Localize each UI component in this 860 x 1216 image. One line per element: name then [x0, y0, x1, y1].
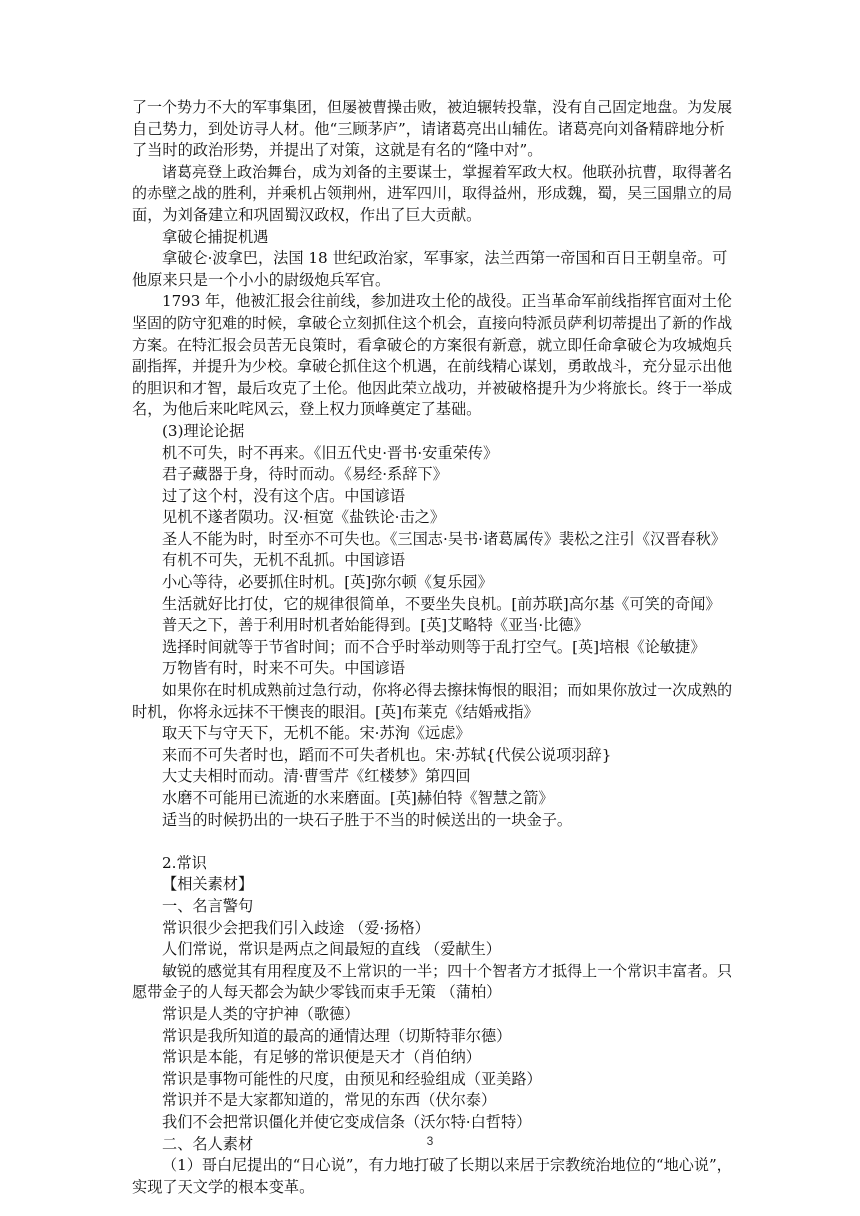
page-number: 3	[426, 1134, 434, 1148]
text-line: 他原来只是一个小小的尉级炮兵军官。	[132, 270, 391, 289]
text-line: 君子藏器于身，待时而动。《易经·系辞下》	[162, 465, 448, 484]
blank-line	[132, 831, 732, 853]
text-line: 圣人不能为时，时至亦不可失也。《三国志·吴书·诸葛属传》裴松之注引《汉晋春秋》	[162, 529, 726, 548]
text-line: (3)理论论据	[162, 421, 245, 440]
text-line: 方案。在特汇报会员苦无良策时，看拿破仑的方案很有新意，就立即任命拿破仑为攻城炮兵	[132, 335, 733, 354]
text-line: 1793 年，他被汇报会往前线，参加进攻土伦的战役。正当革命军前线指挥官面对土伦	[162, 292, 732, 311]
text-line: 普天之下，善于利用时机者始能得到。[英]艾略特《亚当·比德》	[162, 616, 589, 635]
text-line: 适当的时候扔出的一块石子胜于不当的时候送出的一块金子。	[162, 810, 573, 829]
text-line: 水磨不可能用已流逝的水来磨面。[英]赫伯特《智慧之箭》	[162, 789, 554, 807]
text-line: 二、名人素材	[162, 1134, 254, 1153]
text-line: 生活就好比打仗，它的规律很简单，不要坐失良机。[前苏联]高尔基《可笑的奇闻》	[162, 594, 721, 613]
text-line: 2.常识	[162, 853, 207, 872]
text-line: 的胆识和才智，最后攻克了土伦。他因此荣立战功，并被破格提升为少将旅长。终于一举成	[132, 378, 733, 397]
text-line: 拿破仑捕捉机遇	[162, 227, 269, 246]
text-line: 常识并不是大家都知道的，常见的东西（伏尔泰）	[162, 1091, 497, 1110]
text-line: 选择时间就等于节省时间；而不合乎时举动则等于乱打空气。[英]培根《论敏捷》	[162, 637, 706, 656]
text-line: 过了这个村，没有这个店。中国谚语	[162, 486, 405, 505]
text-line: 实现了天文学的根本变革。	[132, 1177, 315, 1196]
text-line: 坚固的防守犯难的时候，拿破仑立刻抓住这个机会，直接向特派员萨利切蒂提出了新的作战	[132, 313, 733, 332]
text-line: 了一个势力不大的军事集团，但屡被曹操击败，被迫辗转投靠，没有自己固定地盘。为发展	[132, 98, 733, 116]
text-line: 大丈夫相时而动。清·曹雪芹《红楼梦》第四回	[162, 767, 471, 786]
text-line: 常识很少会把我们引入歧途 （爱·扬格）	[162, 918, 430, 937]
text-line: 常识是人类的守护神（歌德）	[162, 1004, 360, 1023]
text-line: 万物皆有时，时来不可失。中国谚语	[162, 659, 405, 678]
text-line: 人们常说，常识是两点之间最短的直线 （爱献生）	[162, 940, 501, 959]
text-line: 诸葛亮登上政治舞台，成为刘备的主要谋士，掌握着军政大权。他联孙抗曹，取得著名	[162, 162, 733, 181]
text-line: 敏锐的感觉其有用程度及不上常识的一半；四十个智者方才抵得上一个常识丰富者。只	[162, 961, 733, 980]
text-line: 小心等待，必要抓住时机。[英]弥尔顿《复乐园》	[162, 573, 493, 592]
text-line: 常识是我所知道的最高的通情达理（切斯特菲尔德）	[162, 1026, 512, 1045]
text-line: 见机不遂者陨功。汉·桓宽《盐铁论·击之》	[162, 508, 446, 527]
text-line: 了当时的政治形势，并提出了对策，这就是有名的“隆中对”。	[132, 141, 543, 160]
text-line: 的赤壁之战的胜利，并乘机占领荆州，进军四川，取得益州，形成魏，蜀，吴三国鼎立的局	[132, 184, 733, 203]
text-line: 名，为他后来叱咤风云，登上权力顶峰奠定了基础。	[132, 400, 482, 419]
text-line: 面，为刘备建立和巩固蜀汉政权，作出了巨大贡献。	[132, 205, 482, 224]
text-line: 如果你在时机成熟前过急行动，你将必得去擦抹悔恨的眼泪；而如果你放过一次成熟的	[162, 681, 733, 700]
text-line: 一、名言警句	[162, 896, 254, 915]
page-body	[132, 97, 732, 1198]
text-line: 取天下与守天下，无机不能。宋·苏洵《远虑》	[162, 724, 471, 743]
text-line: 自己势力，到处访寻人材。他“三顾茅庐”，请诸葛亮出山辅佐。诸葛亮向刘备精辟地分析	[132, 119, 725, 138]
text-line: 机不可失，时不再来。《旧五代史·晋书·安重荣传》	[162, 443, 499, 462]
text-line: 常识是事物可能性的尺度，由预见和经验组成（亚美路）	[162, 1069, 542, 1088]
text-line: 副指挥，并提升为少校。拿破仑抓住这个机遇，在前线精心谋划，勇敢战斗，充分显示出他	[132, 357, 733, 376]
text-line: 时机，你将永远抹不干懊丧的眼泪。[英]布莱克《结婚戒指》	[132, 702, 539, 721]
text-line: 愿带金子的人每天都会为缺少零钱而束手无策 （蒲柏）	[132, 983, 502, 1002]
text-line: 有机不可失，无机不乱抓。中国谚语	[162, 551, 405, 570]
text-line: 常识是本能，有足够的常识便是天才（肖伯纳）	[162, 1048, 481, 1067]
text-line: 拿破仑·波拿巴，法国 18 世纪政治家，军事家，法兰西第一帝国和百日王朝皇帝。可	[162, 249, 728, 268]
text-line: 来而不可失者时也，蹈而不可失者机也。宋·苏轼{代侯公说项羽辞}	[162, 745, 612, 764]
text-line: 我们不会把常识僵化并使它变成信条（沃尔特·白哲特）	[162, 1112, 532, 1131]
text-line: （1）哥白尼提出的“日心说”，有力地打破了长期以来居于宗教统治地位的“地心说”，	[162, 1156, 732, 1175]
text-line: 【相关素材】	[162, 875, 254, 894]
